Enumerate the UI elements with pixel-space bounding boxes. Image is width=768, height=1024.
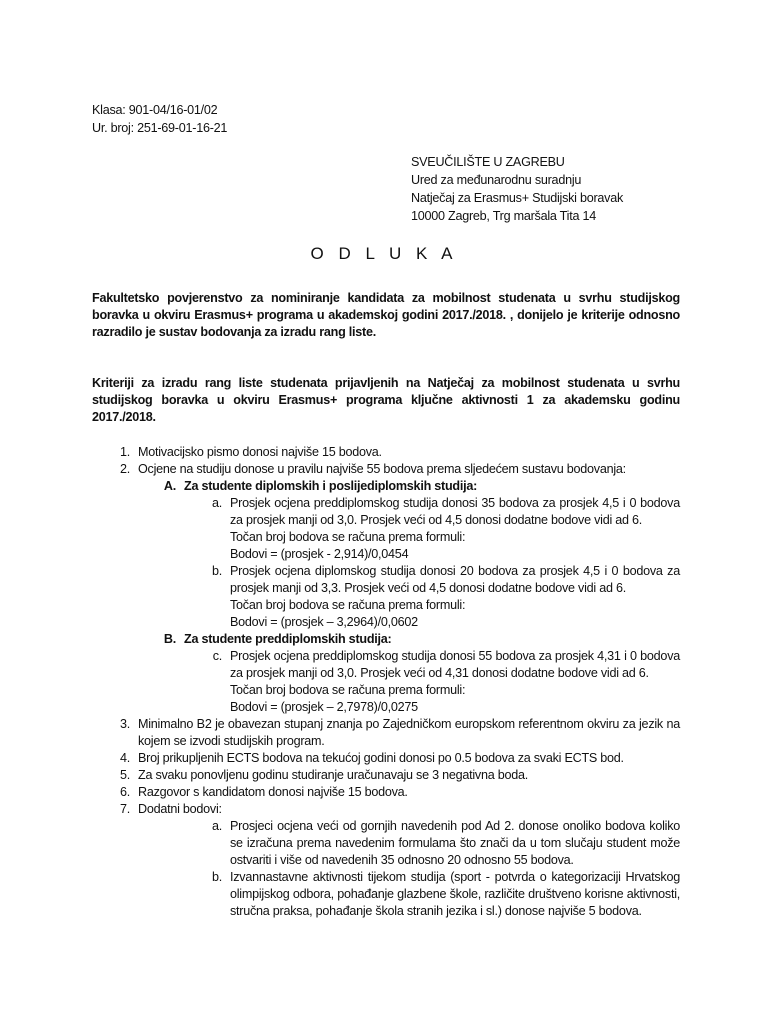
item-text: Broj prikupljenih ECTS bodova na tekućoj godini donosi po 0.5 bodova za svaki ECTS bod. bbox=[138, 751, 624, 765]
sublist-letter: B. bbox=[163, 632, 176, 646]
formula-label: Točan broj bodova se računa prema formuli: bbox=[230, 683, 466, 697]
sub-item bbox=[184, 818, 680, 869]
sub-item-text: Prosjeci ocjena veći od gornjih navedenih pod Ad 2. donose onoliko bodova koliko se izračuna prema navedenim formulama što znači da u tom slučaju student može ostvariti i više od navedenih 35 odnosno 20 odnosno 55 bodova. bbox=[230, 819, 680, 867]
sub-item bbox=[184, 869, 680, 920]
item-number: 1. bbox=[119, 445, 130, 459]
item-text: Dodatni bodovi: bbox=[138, 802, 222, 816]
sub-item-letter: a. bbox=[211, 819, 222, 833]
item-number: 6. bbox=[119, 785, 130, 799]
address-line-2: Ured za međunarodnu suradnju bbox=[411, 173, 582, 187]
sub-item-letter: b. bbox=[211, 870, 222, 884]
formula: Bodovi = (prosjek – 2,7978)/0,0275 bbox=[230, 700, 418, 714]
item-text: Motivacijsko pismo donosi najviše 15 bodova. bbox=[138, 445, 382, 459]
intro-paragraph: Fakultetsko povjerenstvo za nominiranje kandidata za mobilnost studenata u svrhu studijskog boravka u okviru Erasmus+ programa u akademskoj godini 2017./2018. , donijelo je kriterije odnosno razradilo je sustav bodovanja za izradu rang liste. bbox=[92, 291, 680, 339]
sub-item-letter: c. bbox=[212, 649, 222, 663]
item-number: 2. bbox=[119, 462, 130, 476]
formula-label: Točan broj bodova se računa prema formuli: bbox=[230, 598, 466, 612]
sub-item-text: Prosjek ocjena preddiplomskog studija donosi 35 bodova za prosjek 4,5 i 0 bodova za prosjek manji od 3,0. Prosjek veći od 4,5 donosi dodatne bodove vidi ad 6. bbox=[230, 496, 680, 527]
list-item bbox=[92, 750, 680, 767]
formula: Bodovi = (prosjek - 2,914)/0,0454 bbox=[230, 547, 409, 561]
item-text: Minimalno B2 je obavezan stupanj znanja po Zajedničkom europskom referentnom okviru za jezik na kojem se izvodi studijskih program. bbox=[138, 717, 680, 748]
formula-label: Točan broj bodova se računa prema formuli: bbox=[230, 530, 466, 544]
sublist-letter: A. bbox=[163, 479, 176, 493]
sub-item-text: Prosjek ocjena diplomskog studija donosi 20 bodova za prosjek 4,5 i 0 bodova za prosjek manji od 3,3. Prosjek veći od 4,5 donosi dodatne bodove vidi ad 6. bbox=[230, 564, 680, 595]
reference-block bbox=[92, 102, 227, 138]
formula: Bodovi = (prosjek – 3,2964)/0,0602 bbox=[230, 615, 418, 629]
item-number: 4. bbox=[119, 751, 130, 765]
sublist-text: Za studente preddiplomskih studija: bbox=[184, 632, 392, 646]
list-item bbox=[92, 716, 680, 750]
document-title: O D L U K A bbox=[310, 244, 458, 263]
list-item bbox=[92, 784, 680, 801]
ur-broj-line: Ur. broj: 251-69-01-16-21 bbox=[92, 121, 228, 135]
sub-item bbox=[184, 648, 680, 716]
sub-item-text: Izvannastavne aktivnosti tijekom studija (sport - potvrda o kategorizaciji Hrvatskog olimpijskog odbora, pohađanje glazbene škole, različite društveno korisne aktivnosti, stručna praksa, pohađanje škola stranih jezika i sl.) donose najviše 5 bodova. bbox=[230, 870, 680, 918]
sublist-heading bbox=[138, 478, 680, 495]
item-number: 3. bbox=[119, 717, 130, 731]
sub-item-letter: b. bbox=[211, 564, 222, 578]
criteria-list bbox=[92, 444, 680, 920]
item-text: Ocjene na studiju donose u pravilu najviše 55 bodova prema sljedećem sustavu bodovanja: bbox=[138, 462, 626, 476]
list-item bbox=[92, 801, 680, 818]
sub-item bbox=[184, 495, 680, 563]
address-line-3: Natječaj za Erasmus+ Studijski boravak bbox=[411, 191, 624, 205]
item-number: 7. bbox=[119, 802, 130, 816]
address-line-4: 10000 Zagreb, Trg maršala Tita 14 bbox=[411, 209, 596, 223]
list-item bbox=[92, 767, 680, 784]
list-item bbox=[92, 444, 680, 461]
criteria-heading: Kriteriji za izradu rang liste studenata prijavljenih na Natječaj za mobilnost studenata u svrhu studijskog boravka u okviru Erasmus+ programa ključne aktivnosti 1 za akademsku godinu 2017./2018. bbox=[92, 376, 680, 424]
sublist-heading bbox=[138, 631, 680, 648]
klasa-line: Klasa: 901-04/16-01/02 bbox=[92, 103, 218, 117]
list-item bbox=[92, 461, 680, 478]
item-text: Razgovor s kandidatom donosi najviše 15 bodova. bbox=[138, 785, 408, 799]
sub-item-text: Prosjek ocjena preddiplomskog studija donosi 55 bodova za prosjek 4,31 i 0 bodova za prosjek manji od 3,0. Prosjek veći od 4,31 donosi dodatne bodove vidi ad 6. bbox=[230, 649, 680, 680]
sub-item-letter: a. bbox=[211, 496, 222, 510]
address-line-1: SVEUČILIŠTE U ZAGREBU bbox=[411, 155, 565, 169]
item-number: 5. bbox=[119, 768, 130, 782]
sublist-text: Za studente diplomskih i poslijediplomskih studija: bbox=[184, 479, 478, 493]
item-text: Za svaku ponovljenu godinu studiranje uračunavaju se 3 negativna boda. bbox=[138, 768, 528, 782]
sub-item bbox=[184, 563, 680, 631]
address-block bbox=[411, 154, 623, 226]
